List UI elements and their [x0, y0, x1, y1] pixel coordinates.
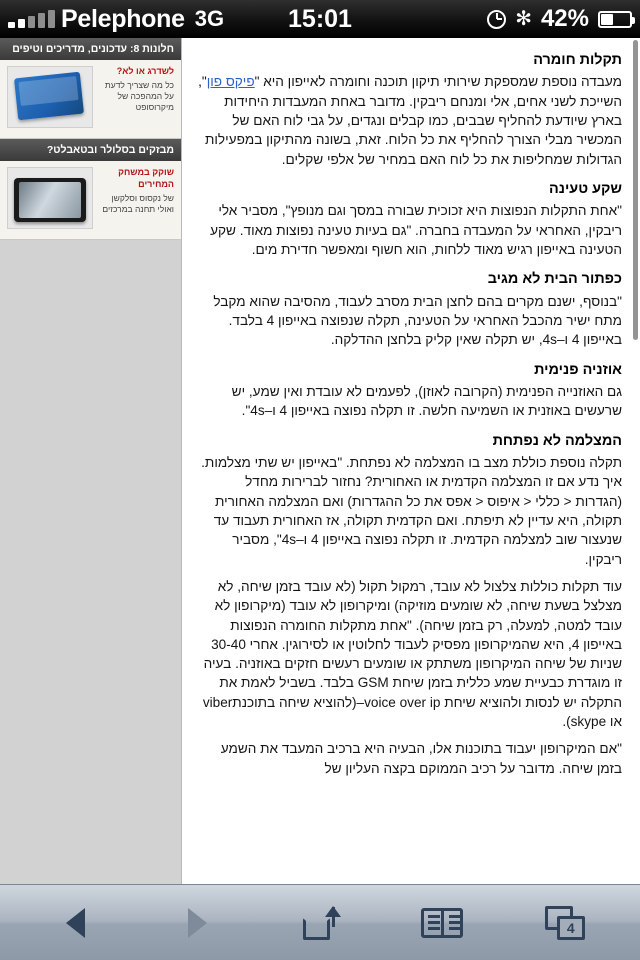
- clock-icon: [487, 10, 506, 29]
- network-type-label: 3G: [194, 6, 225, 31]
- article-heading: אוזניה פנימית: [534, 361, 622, 378]
- article-heading: כפתור הבית לא מגיב: [487, 271, 622, 288]
- bookmarks-button[interactable]: [412, 900, 472, 946]
- promo-card-header: חלונות 8: עדכונים, מדריכים וטיפים: [0, 38, 181, 60]
- article-heading: המצלמה לא נפתחת: [492, 432, 622, 449]
- tablet-windows-thumb-icon[interactable]: [7, 66, 93, 128]
- forward-arrow-icon: [188, 908, 207, 938]
- promo-card[interactable]: [0, 139, 181, 240]
- status-clock: 15:01: [288, 4, 352, 33]
- vertical-scrollbar[interactable]: [633, 40, 638, 880]
- promo-card[interactable]: [0, 38, 181, 139]
- book-icon: [421, 908, 463, 938]
- promo-card-desc: של נקסוס וסלקשן ואולי תחנה במרכזים: [102, 192, 174, 214]
- article-body: [182, 38, 640, 884]
- promo-card-lead: לשדרג או לא?: [116, 66, 174, 76]
- back-arrow-icon: [66, 908, 85, 938]
- promo-card-text: [99, 66, 174, 114]
- article-paragraph: "בנוסף, ישנם מקרים בהם לחצן הבית מסרב לעבוד, מהסיבה שהוא מקבל מתח ישיר מהכבל האחראי על הטעינה, תקלה שנפוצה באייפון 4 בלבד. באייפון 4 ו–4s, יש תקלה שאין קליק בלחצן ההדלקה.: [213, 293, 622, 348]
- sidebar-promos: [0, 38, 182, 884]
- promo-card-lead: שוקק במשחק המחירים: [118, 167, 174, 189]
- forward-button[interactable]: [168, 900, 228, 946]
- article-paragraph: תקלה נוספת כוללת מצב בו המצלמה לא נפתחת. "באייפון יש שתי מצלמות. איך נדע אם זו המצלמה הקדמית או האחורית? נחזור לברירות מחדל (הגדרות < כללי < איפוס < אפס את כל ההגדרות) ואם המצלמה האחורית תקולה, היא עדיין לא תיפתח. ואם הקדמית תקולה, אז האחורית תעבוד עד שנעצור שוב למצלמה הקדמית. זו תקלה נפוצה באייפון 4 ו–4s", מסביר ריבקין.: [201, 455, 622, 567]
- article-paragraph: "אחת התקלות הנפוצות היא זכוכית שבורה במסך וגם מנופץ", מסביר אלי ריבקין, האחראי על המעבדה בחברה. "גם בעיות טעינה נפוצות מאוד. שקע הטעינה באייפון רגיש מאוד ללחות, הוא חשוף ומאפשר חדירת מים.: [210, 203, 622, 257]
- fixphone-link[interactable]: פיקס פון: [206, 74, 255, 90]
- tabs-button[interactable]: [535, 900, 595, 946]
- article-paragraph: עוד תקלות כוללות צלצול לא עובד, רמקול תקול (לא עובד בזמן שיחה, לא מצלצל בשעת שיחה, לא שומעים מוזיקה) ומיקרופון לא עובד (מיקרופון לא עובד למטה, למעלה, רק בזמן שיחה). "אחת מתקלות החומרה הנפוצות באייפון 4, היא שהמיקרופון מפסיק לעבוד לחלוטין או לסירוגין. אחרי 30-40 שניות של שיחה המיקרופון משתתק או שומעים רעשים חזקים באוזניה. בעיה זו מוגדרת כבעיית שמע כללית בזמן שיחת GSM בלבד. בשביל לאמת את התקלה יש לנסות ולהוציא שיחת voice over ip–(להוציא שיחה בתוכנתviber או skype).: [202, 578, 622, 729]
- bluetooth-icon: ✻: [515, 8, 532, 30]
- tabs-icon: [545, 906, 585, 940]
- share-icon: [303, 906, 337, 940]
- carrier-label: Pelephone: [61, 4, 185, 33]
- battery-icon: [598, 11, 632, 28]
- promo-card-header: מבזקים בסלולר ובטאבלט?: [0, 139, 181, 161]
- promo-card-desc: כל מה שצריך לדעת על המהפכה של מיקרוסופט: [104, 79, 174, 113]
- tabs-count-badge: 4: [557, 916, 585, 940]
- promo-card-body[interactable]: [0, 60, 181, 138]
- sidebar-empty-area: [0, 240, 181, 530]
- tablet-android-thumb-icon[interactable]: [7, 167, 93, 229]
- signal-strength-icon: [8, 10, 55, 28]
- article-paragraph-text-a: מעבדה נוספת שמספקת שירותי תיקון תוכנה וחומרה לאייפון היא ": [254, 74, 622, 90]
- back-button[interactable]: [45, 900, 105, 946]
- article-heading: תקלות חומרה: [533, 52, 622, 68]
- scrollbar-thumb[interactable]: [633, 40, 638, 340]
- article-paragraph: [196, 72, 622, 168]
- article-heading: שקע טעינה: [549, 180, 622, 197]
- battery-percent-label: 42%: [540, 5, 589, 32]
- web-page-content[interactable]: [0, 38, 640, 884]
- share-button[interactable]: [290, 900, 350, 946]
- article-paragraph-text-b: ", השייכת לשני אחים, אלי ומנחם ריבקין. מדובר באחת המעבדות היחידות בארץ שיודעת להחליף שבבים, כמו קבלים ונגדים, על גבי לוח האם של המכשיר מבלי הצורך להחליף את כל הלוח. זאת, בשונה מהתיקון במפעילות הגדולות שמחליפות את כל לוח האם במחיר של אלפי שקלים.: [198, 74, 622, 167]
- status-right-group: [487, 5, 632, 33]
- article-paragraph: גם האוזנייה הפנימית (הקרובה לאוזן), לפעמים לא עובדת ואין שמע, יש שרעשים באוזנית או השמיעה חלשה. זו תקלה נפוצה באייפון 4 ו–4s".: [231, 384, 622, 419]
- browser-toolbar: [0, 884, 640, 960]
- promo-card-text: [99, 167, 174, 215]
- status-bar: [0, 0, 640, 38]
- article-paragraph: "אם המיקרופון יעבוד בתוכנות אלו, הבעיה היא ברכיב המעבד את השמע בזמן שיחה. מדובר על רכיב הממוקם בקצה העליון של: [220, 741, 622, 776]
- promo-card-body[interactable]: [0, 161, 181, 239]
